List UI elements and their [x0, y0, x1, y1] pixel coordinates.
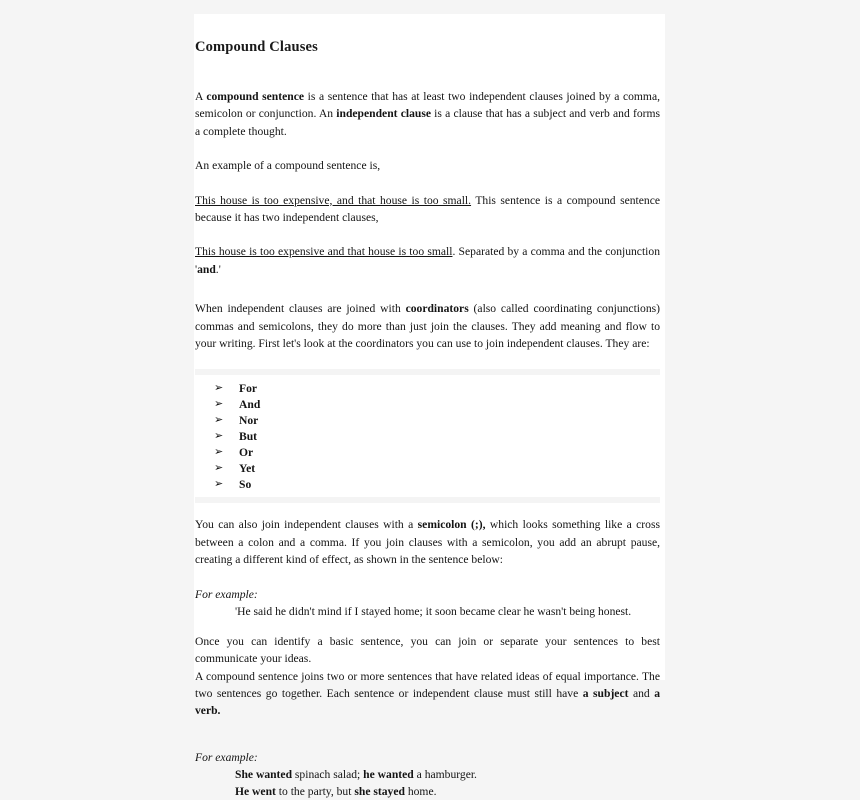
- final-one-text-1: spinach salad;: [292, 767, 364, 781]
- coordinators-text-a: When independent clauses are joined with: [195, 302, 406, 316]
- example-label: For example:: [195, 587, 258, 601]
- example-sentence-semicolon: 'He said he didn't mind if I stayed home; it soon became clear he wasn't being honest.: [235, 604, 632, 618]
- paragraph-identify: Once you can identify a basic sentence, you can join or separate your sentences to best communicate your ideas.: [195, 634, 660, 666]
- list-item: [195, 381, 660, 397]
- term-compound-sentence: compound sentence: [206, 90, 304, 103]
- term-a-verb: a verb.: [195, 686, 660, 718]
- conjunction-and: and: [197, 262, 216, 276]
- subject-verb-she-stayed: she stayed: [354, 784, 405, 798]
- coordinator-label: Yet: [239, 462, 256, 476]
- coordinator-label: Or: [239, 446, 254, 460]
- list-item: [195, 445, 660, 461]
- coordinator-list: [195, 375, 660, 497]
- semicolon-text-a: You can also join independent clauses with a: [195, 518, 418, 532]
- coordinator-label: For: [239, 382, 258, 396]
- example-two-tail: .': [215, 262, 221, 276]
- arrowhead-bullet-icon: ➢: [214, 429, 224, 443]
- example-block-final: [195, 749, 660, 800]
- paragraph-example-two: [195, 243, 660, 278]
- list-item: [195, 397, 660, 413]
- example-one-explanation: This sentence is a compound sentence because it has two independent clauses,: [195, 193, 660, 225]
- paragraph-coordinators-intro: [195, 300, 660, 352]
- compound-joins-text-c: and: [628, 686, 655, 700]
- document-body: [194, 88, 665, 800]
- paragraph-example-one: [195, 192, 660, 227]
- coordinator-label: And: [239, 398, 261, 412]
- list-item: [195, 429, 660, 445]
- intro-text-d: is a clause that has a subject and verb and forms a complete thought.: [195, 107, 661, 138]
- example-sentence-comma-and: This house is too expensive, and that house is too small.: [195, 193, 472, 207]
- subject-verb-he-went: He went: [235, 784, 276, 798]
- paragraph-compound-joins: [195, 668, 660, 720]
- coordinator-list-block: [195, 369, 660, 503]
- subject-verb-he-wanted: he wanted: [363, 767, 414, 781]
- term-coordinators: coordinators: [405, 302, 469, 316]
- list-item: [195, 413, 660, 429]
- arrowhead-bullet-icon: ➢: [214, 397, 224, 411]
- list-item: [195, 477, 660, 493]
- example-sentence-no-comma: This house is too expensive and that house is too small: [195, 245, 453, 259]
- term-independent-clause: independent clause: [336, 107, 431, 121]
- page-title: Compound Clauses: [195, 39, 318, 55]
- coordinator-label: So: [239, 478, 252, 492]
- coordinator-label: Nor: [239, 414, 259, 428]
- example-block-semicolon: [195, 586, 660, 620]
- final-two-text-1: to the party, but: [275, 784, 355, 798]
- arrowhead-bullet-icon: ➢: [214, 461, 224, 475]
- compound-joins-text-a: A compound sentence joins two or more sentences that have related ideas of equal importance. The two sentences go together. Each sentence or independent clause must still have: [195, 669, 660, 700]
- example-sentence-final-one: [235, 766, 660, 783]
- arrowhead-bullet-icon: ➢: [214, 445, 224, 459]
- arrowhead-bullet-icon: ➢: [214, 381, 224, 395]
- example-two-explanation: . Separated by a comma and the conjunction ': [195, 245, 660, 276]
- final-two-text-2: home.: [404, 784, 437, 798]
- subject-verb-she-wanted: She wanted: [235, 767, 293, 781]
- example-label-final: For example:: [195, 750, 258, 764]
- list-item: [195, 461, 660, 477]
- paragraph-example-intro: An example of a compound sentence is,: [195, 159, 381, 173]
- arrowhead-bullet-icon: ➢: [214, 477, 224, 491]
- paragraph-intro: [195, 88, 660, 140]
- intro-text-a: A: [195, 90, 207, 103]
- term-semicolon: semicolon (;),: [417, 518, 486, 532]
- term-a-subject: a subject: [582, 686, 629, 700]
- paragraph-semicolon: [195, 516, 660, 568]
- arrowhead-bullet-icon: ➢: [214, 413, 224, 427]
- example-sentence-final-two: [235, 783, 660, 800]
- final-one-text-2: a hamburger.: [413, 767, 477, 781]
- intro-text-c: is a sentence that has at least two independent clauses joined by a comma, semicolon or conjunction. An: [195, 90, 660, 121]
- coordinator-label: But: [239, 430, 258, 444]
- semicolon-text-c: which looks something like a cross between a colon and a comma. If you join clauses with a semicolon, you add an abrupt pause, creating a different kind of effect, as shown in the sentence below:: [195, 518, 660, 567]
- document-page: [194, 14, 665, 798]
- coordinators-text-c: (also called coordinating conjunctions) commas and semicolons, they do more than just join the clauses. They add meaning and flow to your writing. First let's look at the coordinators you can use to join independent clauses. They are:: [195, 302, 660, 351]
